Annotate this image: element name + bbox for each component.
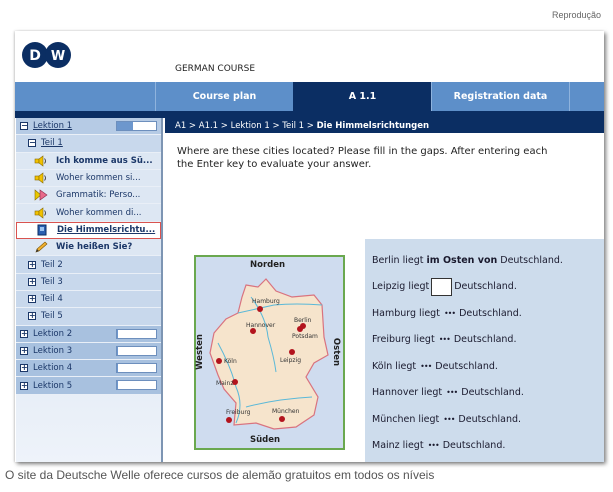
teil-label[interactable]: Teil 2 xyxy=(41,259,63,270)
collapse-icon[interactable]: − xyxy=(21,121,28,131)
sidebar-lektion-4[interactable] xyxy=(16,360,161,377)
sidebar-lektion-3[interactable] xyxy=(16,343,161,360)
sentence-text: München liegt xyxy=(372,413,440,425)
gap-placeholder[interactable]: ••• xyxy=(443,414,455,424)
progress-bar xyxy=(116,363,157,373)
expand-icon[interactable]: + xyxy=(29,294,36,304)
sentence-text: Köln liegt xyxy=(372,360,417,372)
collapse-icon[interactable]: − xyxy=(29,138,36,148)
sentence-text: Berlin liegt xyxy=(372,254,427,266)
sentence-hamburg xyxy=(372,300,604,327)
tab-blank xyxy=(15,82,155,111)
sentence-leipzig xyxy=(372,274,604,301)
svg-text:Hamburg: Hamburg xyxy=(252,298,280,305)
map-label-west: Westen xyxy=(194,334,205,370)
lesson-sidebar xyxy=(16,118,163,462)
sidebar-item-woher-kommen-sie[interactable] xyxy=(16,170,161,187)
germany-map-graphic xyxy=(196,257,343,448)
sidebar-teil-3[interactable] xyxy=(16,274,161,291)
sentence-text: Mainz liegt xyxy=(372,440,424,452)
sentence-text: Hannover liegt xyxy=(372,387,443,399)
gap-placeholder[interactable]: ••• xyxy=(446,388,458,398)
browser-frame xyxy=(15,31,604,462)
book-icon xyxy=(35,224,49,236)
lektion-label[interactable]: Lektion 2 xyxy=(33,328,73,339)
sentence-mainz xyxy=(372,433,604,460)
sentence-text: Deutschland. xyxy=(458,413,522,425)
map-label-east: Osten xyxy=(331,337,342,367)
sentence-text: Deutschland. xyxy=(459,307,522,319)
sentence-text: Deutschland. xyxy=(453,334,517,346)
tab-registration-data[interactable]: Registration data xyxy=(431,82,569,111)
svg-text:Köln: Köln xyxy=(224,358,237,365)
sidebar-item-grammatik[interactable] xyxy=(16,187,161,204)
teil-label[interactable]: Teil 3 xyxy=(41,276,63,287)
answer-input[interactable] xyxy=(431,278,452,296)
breadcrumb-path[interactable]: A1 > A1.1 > Lektion 1 > Teil 1 > xyxy=(175,120,317,131)
breadcrumb xyxy=(165,118,604,133)
teil-label[interactable]: Teil 4 xyxy=(41,294,63,305)
sentence-text: Deutschland. xyxy=(442,440,506,452)
tab-course-plan[interactable]: Course plan xyxy=(155,82,293,111)
svg-text:W: W xyxy=(50,49,66,64)
gap-placeholder[interactable]: ••• xyxy=(420,361,432,371)
instructions-line-1: Where are these cities located? Please fill in the gaps. After entering each xyxy=(177,146,548,157)
tab-a1-1[interactable]: A 1.1 xyxy=(293,82,431,111)
item-label[interactable]: Woher kommen di... xyxy=(56,207,142,218)
sidebar-lektion-2[interactable] xyxy=(16,326,161,343)
tab-underline-bar xyxy=(15,111,604,118)
course-title: GERMAN COURSE xyxy=(175,64,256,74)
sidebar-teil-5[interactable] xyxy=(16,308,161,325)
expand-icon[interactable]: + xyxy=(29,259,36,269)
expand-icon[interactable]: + xyxy=(21,363,28,373)
image-credit: Reprodução xyxy=(551,10,601,20)
sentence-muenchen xyxy=(372,406,604,433)
svg-text:Freiburg: Freiburg xyxy=(226,409,251,416)
map-label-north: Norden xyxy=(250,260,286,270)
lektion-label[interactable]: Lektion 4 xyxy=(33,363,73,374)
sentence-text: Hamburg liegt xyxy=(372,307,440,319)
lektion-label[interactable]: Lektion 3 xyxy=(33,346,73,356)
speaker-icon xyxy=(34,155,48,167)
main-content xyxy=(165,118,604,462)
sidebar-item-himmelsrichtungen[interactable] xyxy=(16,222,161,239)
item-label[interactable]: Wie heißen Sie? xyxy=(56,242,133,253)
sidebar-item-ich-komme[interactable] xyxy=(16,153,161,170)
expand-icon[interactable]: + xyxy=(21,328,28,338)
svg-text:Hannover: Hannover xyxy=(246,322,276,329)
sidebar-lektion-5[interactable] xyxy=(16,377,161,394)
sidebar-teil-4[interactable] xyxy=(16,291,161,308)
expand-icon[interactable]: + xyxy=(21,380,28,390)
sidebar-teil-2[interactable] xyxy=(16,256,161,273)
gap-placeholder[interactable]: ••• xyxy=(427,441,439,451)
instructions-line-2: the Enter key to evaluate your answer. xyxy=(177,159,372,170)
sentence-koeln xyxy=(372,353,604,380)
expand-icon[interactable]: + xyxy=(21,346,28,355)
map-label-south: Süden xyxy=(250,435,281,445)
fill-gaps-exercise xyxy=(365,239,604,462)
sidebar-lektion-1[interactable] xyxy=(16,118,161,135)
svg-text:Potsdam: Potsdam xyxy=(292,333,318,340)
tab-blank-right xyxy=(569,82,604,111)
sidebar-teil-1[interactable] xyxy=(16,135,161,152)
dw-logo-icon[interactable] xyxy=(21,41,73,69)
instructions xyxy=(177,145,547,171)
sidebar-item-wie-heissen-sie[interactable] xyxy=(16,239,161,256)
expand-icon[interactable]: + xyxy=(29,276,36,286)
teil-label[interactable]: Teil 5 xyxy=(41,311,63,322)
progress-bar xyxy=(116,380,157,390)
sentence-text: Leipzig liegt xyxy=(372,281,430,293)
speaker-icon xyxy=(34,207,48,219)
speaker-icon xyxy=(34,172,48,184)
sentence-berlin xyxy=(372,247,604,274)
main-tabs xyxy=(15,82,604,111)
correct-answer: im Osten von xyxy=(426,254,498,266)
sentence-text: Deutschland. xyxy=(461,387,524,399)
gap-placeholder[interactable]: ••• xyxy=(438,335,450,345)
item-label[interactable]: Woher kommen si... xyxy=(56,173,141,184)
sidebar-item-woher-kommen-die[interactable] xyxy=(16,204,161,221)
sentence-text: Deutschland. xyxy=(497,254,563,266)
sentence-text: Deutschland. xyxy=(435,360,498,372)
lektion-label[interactable]: Lektion 5 xyxy=(33,380,73,391)
expand-icon[interactable]: + xyxy=(29,311,36,321)
gap-placeholder[interactable]: ••• xyxy=(443,308,456,318)
breadcrumb-current: Die Himmelsrichtungen xyxy=(316,120,430,131)
teil-label[interactable]: Teil 1 xyxy=(41,138,63,149)
item-label[interactable]: Ich komme aus Sü... xyxy=(56,155,153,166)
lektion-label[interactable]: Lektion 1 xyxy=(33,121,73,132)
svg-text:München: München xyxy=(272,408,300,415)
progress-bar xyxy=(116,121,157,131)
progress-bar xyxy=(116,329,157,339)
image-caption: O site da Deutsche Welle oferece cursos de alemão gratuitos em todos os níveis xyxy=(5,468,435,482)
pencil-icon xyxy=(34,241,48,253)
item-label[interactable]: Grammatik: Perso... xyxy=(56,190,141,201)
progress-bar xyxy=(116,346,157,356)
svg-text:Leipzig: Leipzig xyxy=(280,357,302,364)
sentence-text: Deutschland. xyxy=(454,281,517,293)
svg-text:D: D xyxy=(29,48,41,64)
sentence-text: Freiburg liegt xyxy=(372,334,435,346)
germany-map xyxy=(194,255,345,450)
item-label[interactable]: Die Himmelsrichtu... xyxy=(57,225,156,236)
grammar-arrows-icon xyxy=(34,189,48,201)
sentence-hannover xyxy=(372,380,604,407)
svg-text:Berlin: Berlin xyxy=(294,317,312,324)
sentence-freiburg xyxy=(372,327,604,354)
svg-text:Mainz: Mainz xyxy=(216,380,234,387)
